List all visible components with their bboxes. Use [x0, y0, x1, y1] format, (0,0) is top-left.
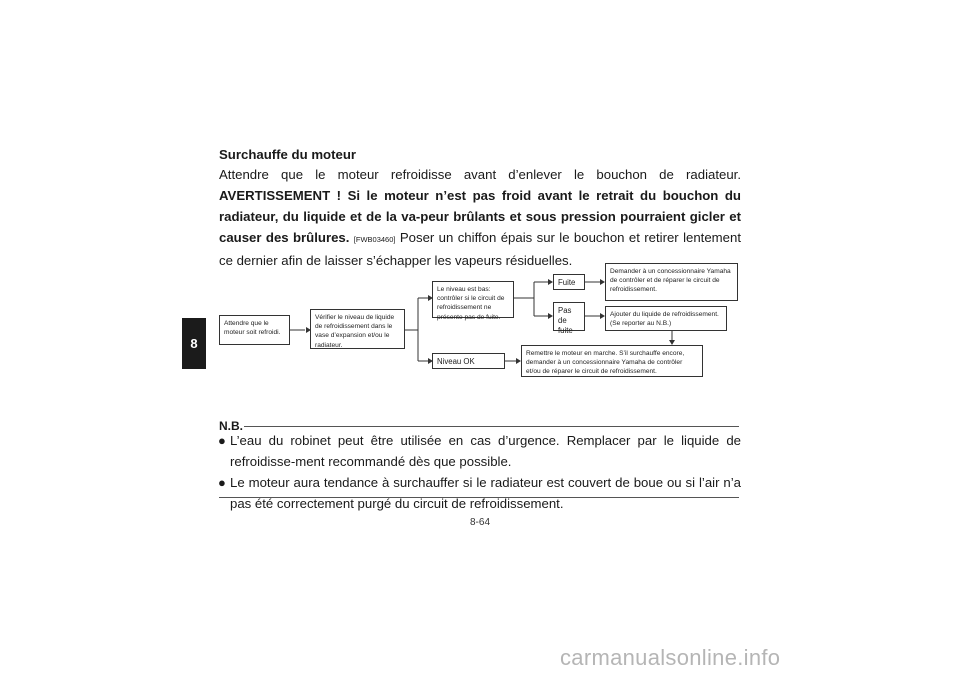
flow-level-ok-box: Niveau OK: [432, 353, 505, 369]
chapter-tab: 8: [182, 318, 206, 369]
flow-low-level-box: Le niveau est bas: contrôler si le circuit de refroidissement ne présente pas de fuite.: [432, 281, 514, 318]
note-list: [219, 430, 741, 514]
flow-wait-box: Attendre que le moteur soit refroidi.: [219, 315, 290, 345]
flow-check-box: Vérifier le niveau de liquide de refroidissement dans le vase d’expansion et/ou le radiateur.: [310, 309, 405, 349]
note-label: N.B.: [219, 419, 243, 433]
note-item: [219, 430, 741, 472]
section-title: Surchauffe du moteur: [219, 147, 357, 162]
note-item-text: Le moteur aura tendance à surchauffer si le radiateur est couvert de boue ou si l’air n’a pas été correctement purgé du circuit de refroidissement.: [230, 475, 741, 511]
flow-restart-box: Remettre le moteur en marche. S’il surchauffe encore, demander à un concessionnaire Yamaha de contrôler et/ou de réparer le circuit de refroidissement.: [521, 345, 703, 377]
intro-text: Attendre que le moteur refroidisse avant d’enlever le bouchon de radiateur.: [219, 167, 741, 182]
section-body: [219, 164, 741, 271]
flow-leak-box: Fuite: [553, 274, 585, 290]
flow-add-coolant-box: Ajouter du liquide de refroidissement. (Se reporter au N.B.): [605, 306, 727, 331]
note-end-rule: [219, 497, 739, 498]
bullet-icon: ●: [218, 433, 226, 448]
bullet-icon: ●: [218, 475, 226, 490]
flow-dealer-box: Demander à un concessionnaire Yamaha de contrôler et de réparer le circuit de refroidissement.: [605, 263, 738, 301]
note-item: [219, 472, 741, 514]
warning-code: [FWB03460]: [353, 235, 396, 244]
page-number: 8-64: [469, 517, 490, 528]
note-rule: [244, 426, 739, 427]
continuation-text: Poser un chiffon épais sur le bouchon et retirer lentement ce dernier afin de laisser s’échapper les vapeurs résiduelles.: [219, 230, 741, 268]
flow-no-leak-box: Pas de fuite: [553, 302, 585, 331]
note-item-text: L’eau du robinet peut être utilisée en cas d’urgence. Remplacer par le liquide de refroidisse-ment recommandé dès que possible.: [230, 433, 741, 469]
watermark: carmanualsonline.info: [560, 645, 781, 670]
warning-text: AVERTISSEMENT ! Si le moteur n’est pas froid avant le retrait du bouchon du radiateur, du liquide et de la va-peur brûlants et sous pression pourraient gicler et causer des brûlures.: [219, 188, 741, 245]
overheating-section: [219, 146, 741, 271]
